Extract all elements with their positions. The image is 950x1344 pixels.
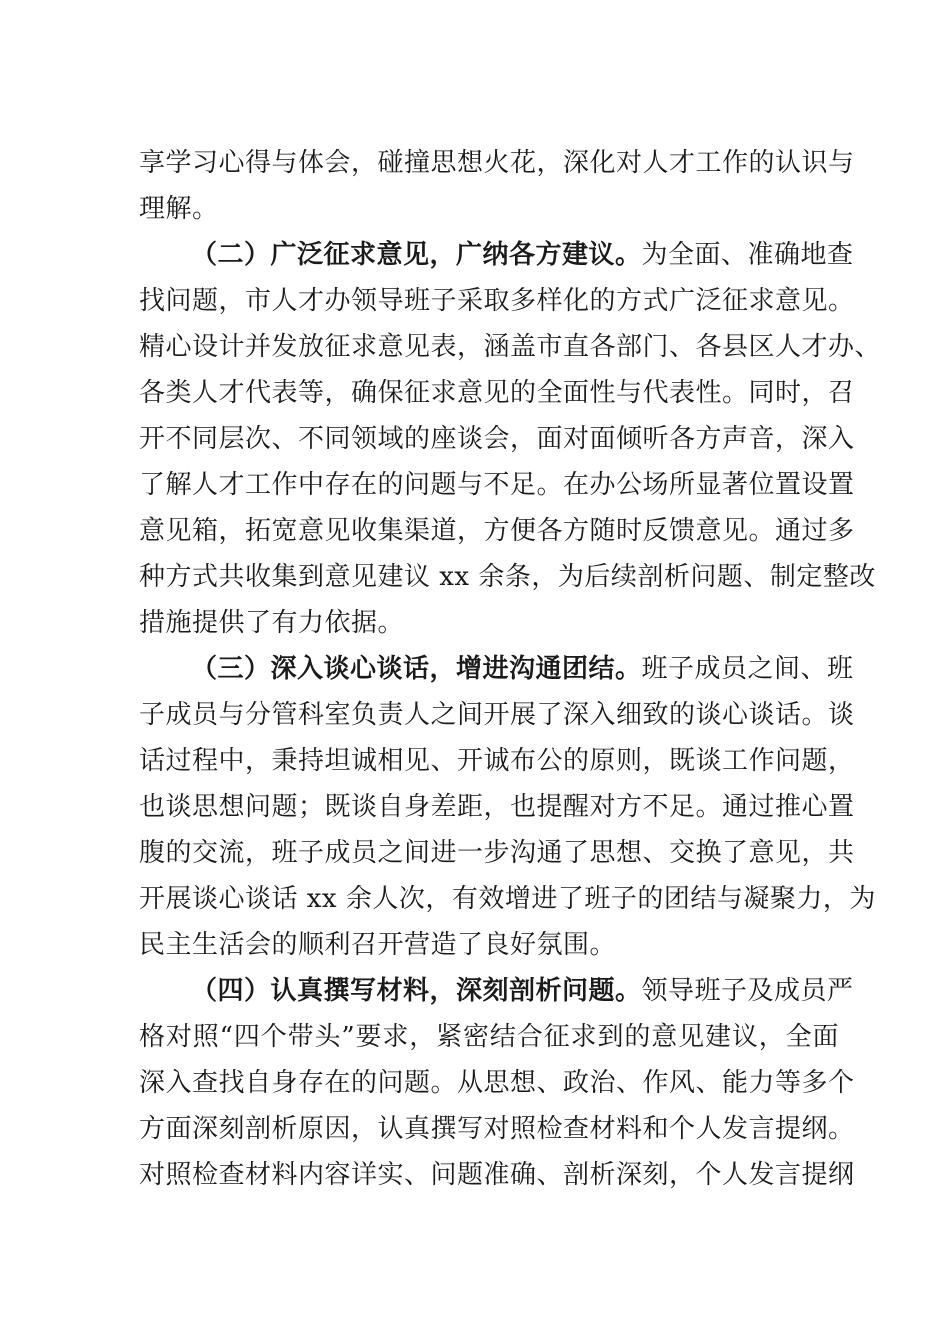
text-fragment: 领导班子及成员严 — [641, 976, 854, 1006]
text-line: 开不同层次、不同领域的座谈会，面对面倾听各方声音，深入 — [139, 424, 855, 454]
text-line: 也谈思想问题；既谈自身差距，也提醒对方不足。通过推心置 — [139, 792, 855, 822]
text-line: 种方式共收集到意见建议 xx 余条，为后续剖析问题、制定整改 — [139, 562, 876, 592]
text-line: 对照检查材料内容详实、问题准确、剖析深刻，个人发言提纲 — [139, 1160, 855, 1190]
text-line: 格对照“四个带头”要求，紧密结合征求到的意见建议，全面 — [139, 1022, 839, 1052]
text-fragment: 为全面、准确地查 — [641, 240, 854, 270]
section-first-line — [139, 646, 854, 692]
text-line: 子成员与分管科室负责人之间开展了深入细致的谈心谈话。谈 — [139, 700, 855, 730]
text-line: 理解。 — [139, 194, 219, 224]
section-4-paragraph — [139, 968, 855, 1198]
text-line: 了解人才工作中存在的问题与不足。在办公场所显著位置设置 — [139, 470, 855, 500]
document-body — [139, 140, 882, 1198]
section-3-heading: （三）深入谈心谈话，增进沟通团结。 — [191, 654, 642, 684]
section-first-line — [139, 968, 854, 1014]
text-line: 找问题，市人才办领导班子采取多样化的方式广泛征求意见。 — [139, 286, 855, 316]
text-line: 精心设计并发放征求意见表，涵盖市直各部门、各县区人才办、 — [139, 332, 882, 362]
section-2-paragraph — [139, 232, 882, 646]
text-line: 民主生活会的顺利召开营造了良好氛围。 — [139, 930, 617, 960]
text-line: 享学习心得与体会，碰撞思想火花，深化对人才工作的认识与 — [139, 148, 855, 178]
text-line: 意见箱，拓宽意见收集渠道，方便各方随时反馈意见。通过多 — [139, 516, 855, 546]
text-line: 腹的交流，班子成员之间进一步沟通了思想、交换了意见，共 — [139, 838, 855, 868]
text-line: 开展谈心谈话 xx 余人次，有效增进了班子的团结与凝聚力，为 — [139, 884, 876, 914]
section-first-line — [139, 232, 854, 278]
section-2-heading: （二）广泛征求意见，广纳各方建议。 — [191, 240, 642, 270]
text-line: 各类人才代表等，确保征求意见的全面性与代表性。同时，召 — [139, 378, 855, 408]
section-4-heading: （四）认真撰写材料，深刻剖析问题。 — [191, 976, 642, 1006]
text-line: 措施提供了有力依据。 — [139, 608, 405, 638]
section-3-paragraph — [139, 646, 876, 968]
text-fragment: 班子成员之间、班 — [641, 654, 854, 684]
text-line: 话过程中，秉持坦诚相见、开诚布公的原则，既谈工作问题， — [139, 746, 855, 776]
paragraph-continuation — [139, 140, 855, 232]
text-line: 深入查找自身存在的问题。从思想、政治、作风、能力等多个 — [139, 1068, 855, 1098]
text-line: 方面深刻剖析原因，认真撰写对照检查材料和个人发言提纲。 — [139, 1114, 855, 1144]
